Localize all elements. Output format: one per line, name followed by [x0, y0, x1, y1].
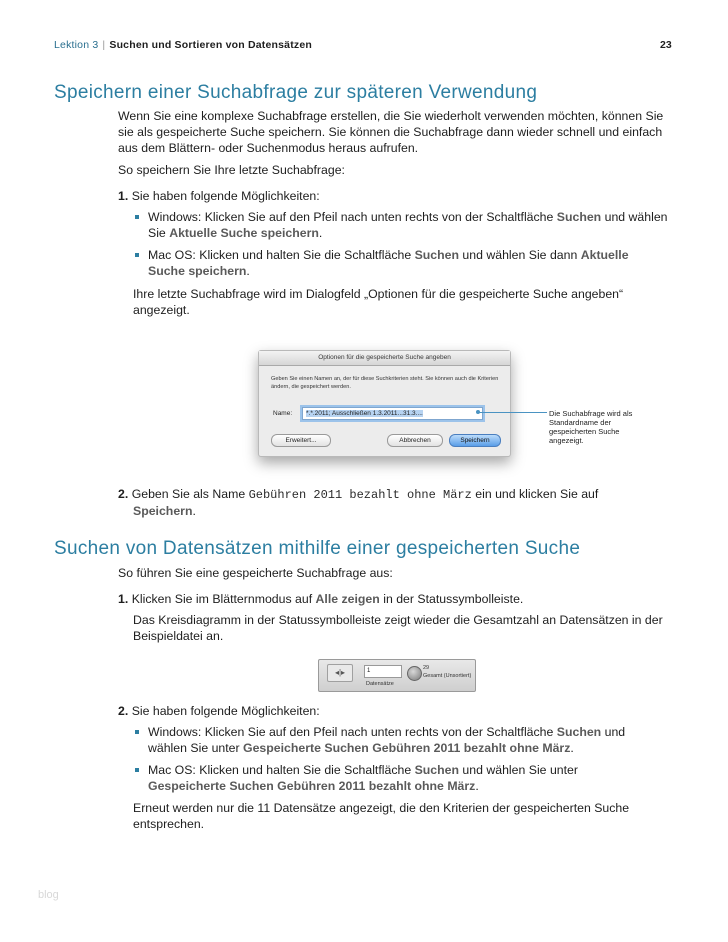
- intro-line: aus dem Blättern- oder Suchenmodus heraus aufrufen.: [118, 141, 419, 155]
- section1-heading: Speichern einer Suchabfrage zur späteren Verwendung: [54, 82, 538, 103]
- save-search-dialog: [258, 350, 511, 457]
- bold-term: Suchen: [556, 210, 602, 224]
- bold-term: Suche speichern: [148, 264, 247, 278]
- bold-term: Aktuelle: [580, 248, 629, 262]
- records-label: Datensätze: [366, 681, 394, 687]
- section2-howto: So führen Sie eine gespeicherte Suchabfrage aus:: [118, 566, 393, 580]
- advanced-button[interactable]: Erweitert...: [271, 434, 331, 447]
- bold-term: Suchen: [414, 763, 460, 777]
- section2-step1-detail: Das Kreisdiagramm in der Statussymbolleiste zeigt wieder die Gesamtzahl an Datensätzen in der Beispieldatei an.: [133, 613, 663, 643]
- bold-term: Aktuelle Suche speichern: [169, 226, 319, 240]
- header-separator: |: [102, 39, 106, 51]
- step-number: 1.: [118, 189, 129, 203]
- chapter-title: Suchen und Sortieren von Datensätzen: [109, 39, 313, 51]
- section1-howto: So speichern Sie Ihre letzte Suchabfrage:: [118, 163, 345, 177]
- bold-term: Alle zeigen: [315, 592, 380, 606]
- bold-term: Gespeicherte Suchen Gebühren 2011 bezahlt ohne März: [148, 779, 476, 793]
- page-number: 23: [660, 39, 672, 51]
- record-nav-icon[interactable]: ◂|▸: [327, 664, 353, 682]
- bullet-marker: [135, 768, 139, 772]
- watermark: blog: [38, 889, 59, 901]
- record-count: 29: [423, 665, 430, 671]
- bold-term: Suchen: [414, 248, 460, 262]
- total-label: Gesamt (Unsortiert): [423, 673, 472, 679]
- callout-line: [478, 412, 547, 413]
- section1-bullet-mac: Mac OS: Klicken und halten Sie die Schaltfläche Suchen und wählen Sie dann Aktuelle Suche speichern.: [148, 248, 629, 278]
- section2-step2: 2. Sie haben folgende Möglichkeiten:: [118, 704, 320, 718]
- step-number: 1.: [118, 592, 129, 606]
- running-header: [54, 39, 312, 51]
- section2-heading: Suchen von Datensätzen mithilfe einer gespeicherten Suche: [54, 538, 581, 559]
- pie-chart-icon[interactable]: [407, 666, 422, 681]
- section2-step1: 1. Klicken Sie im Blätternmodus auf Alle zeigen in der Statussymbolleiste.: [118, 592, 524, 606]
- bold-term: Gespeicherte Suchen Gebühren 2011 bezahlt ohne März: [243, 741, 571, 755]
- dialog-name-label: Name:: [273, 410, 293, 417]
- lesson-label: Lektion 3: [54, 39, 99, 51]
- bold-term: Suchen: [556, 725, 602, 739]
- step-text: Sie haben folgende Möglichkeiten:: [131, 189, 320, 203]
- section2-bullet-windows: Windows: Klicken Sie auf den Pfeil nach unten rechts von der Schaltfläche Suchen und wählen Sie unter Gespeicherte Suchen Gebühren 2011 bezahlt ohne März.: [148, 725, 626, 755]
- dialog-title: Optionen für die gespeicherte Suche angeben: [259, 351, 510, 366]
- status-toolbar: [318, 659, 476, 692]
- intro-line: Wenn Sie eine komplexe Suchabfrage erstellen, die Sie wiederholt verwenden möchten, können Sie: [118, 109, 664, 123]
- intro-line: sie als gespeicherte Suche speichern. Sie können die Suchabfrage dann wieder schnell und einfach: [118, 125, 663, 139]
- bullet-marker: [135, 215, 139, 219]
- dialog-callout: Die Suchabfrage wird als Standardname der gespeicherten Suche angezeigt.: [549, 409, 633, 445]
- section1-intro: [118, 108, 688, 156]
- record-number-field[interactable]: 1: [364, 665, 402, 678]
- save-button[interactable]: Speichern: [449, 434, 501, 447]
- section1-result: Ihre letzte Suchabfrage wird im Dialogfeld „Optionen für die gespeicherte Suche angeben“ angezeigt.: [133, 287, 624, 317]
- bullet-marker: [135, 730, 139, 734]
- section2-bullet-mac: Mac OS: Klicken und halten Sie die Schaltfläche Suchen und wählen Sie unter Gespeicherte Suchen Gebühren 2011 bezahlt ohne März.: [148, 763, 578, 793]
- dialog-description: Geben Sie einen Namen an, der für diese Suchkriterien steht. Sie können auch die Kriterien ändern, die gespeichert werden.: [271, 376, 499, 390]
- step-number: 2.: [118, 487, 129, 501]
- code-text: Gebühren 2011 bezahlt ohne März: [248, 488, 472, 502]
- section2-result: Erneut werden nur die 11 Datensätze angezeigt, die den Kriterien der gespeicherten Suche entsprechen.: [133, 801, 630, 831]
- cancel-button[interactable]: Abbrechen: [387, 434, 443, 447]
- section1-step1: [118, 188, 320, 204]
- section1-bullet-windows: Windows: Klicken Sie auf den Pfeil nach unten rechts von der Schaltfläche Suchen und wählen Sie Aktuelle Suche speichern.: [148, 210, 668, 240]
- bullet-marker: [135, 253, 139, 257]
- step-number: 2.: [118, 704, 129, 718]
- dialog-name-input[interactable]: *.*.2011; Ausschließen 1.3.2011...31.3....: [302, 407, 483, 420]
- section1-step2: 2. Geben Sie als Name Gebühren 2011 bezahlt ohne März ein und klicken Sie auf Speichern.: [118, 487, 599, 518]
- bold-term: Speichern: [133, 504, 193, 518]
